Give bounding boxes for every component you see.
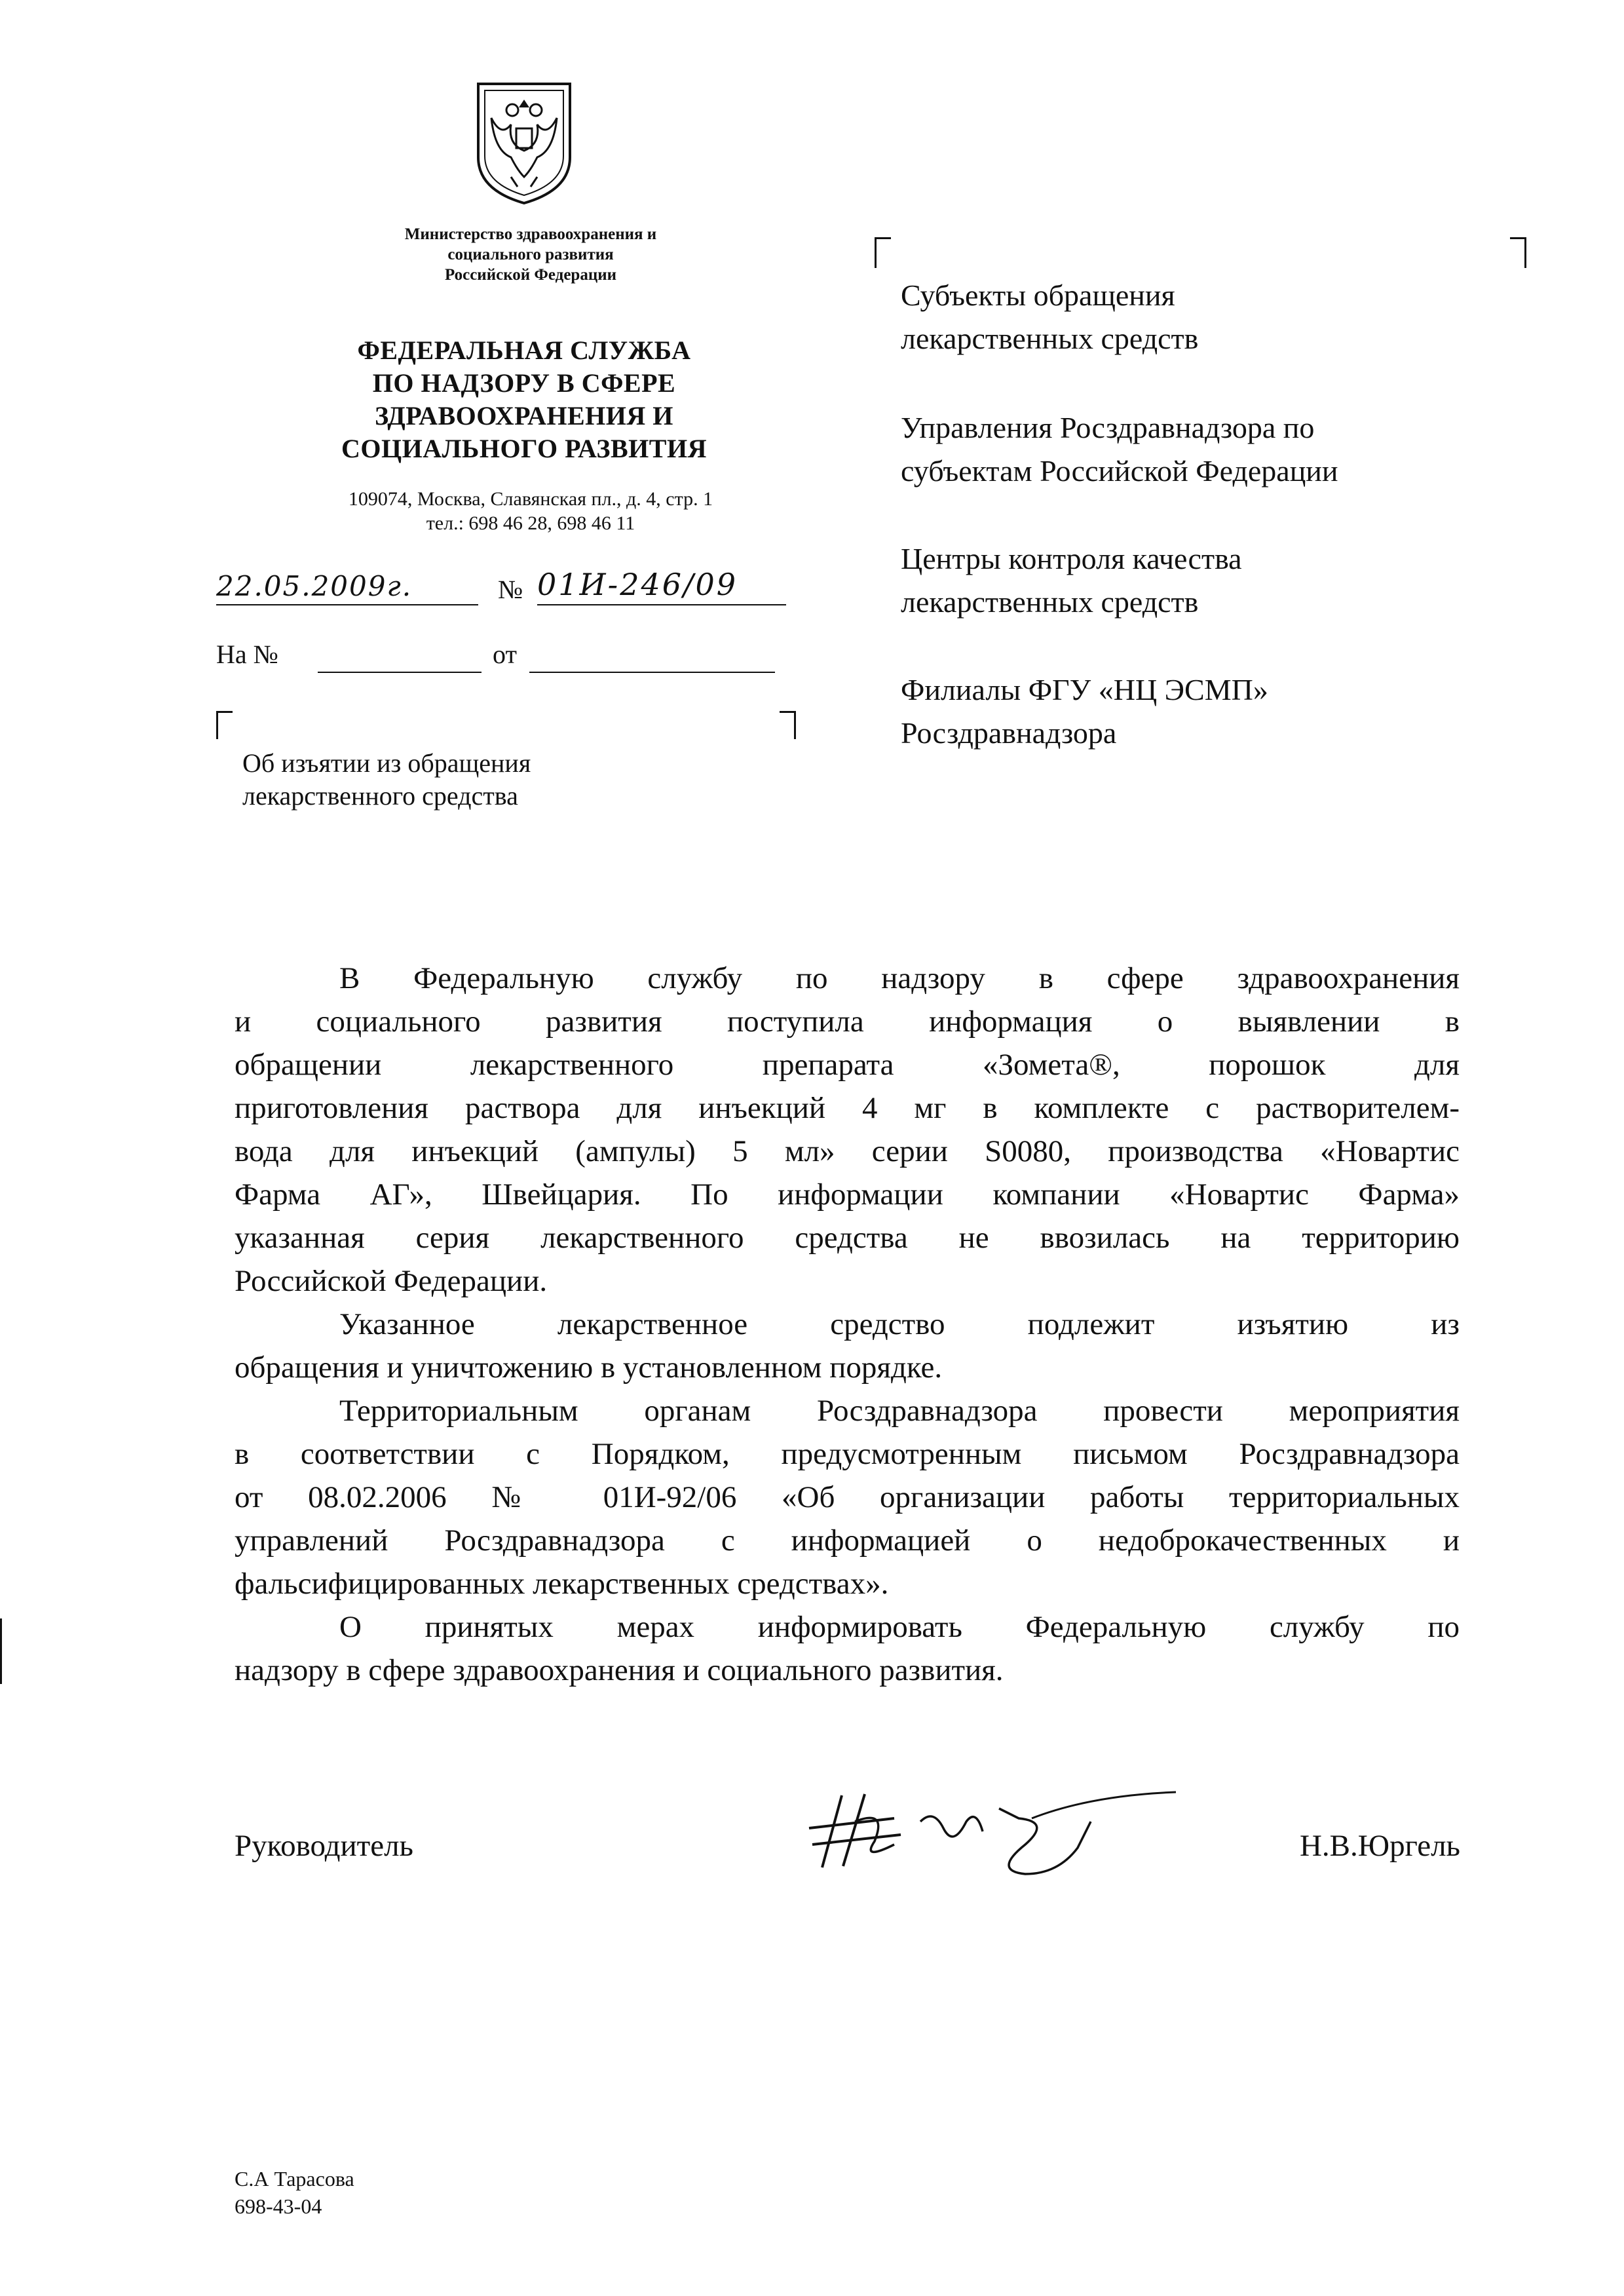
ministry-line-2: социального развития	[447, 246, 614, 263]
body-line: обращения и уничтожению в установленном порядке.	[235, 1350, 943, 1385]
body-line: Указанное лекарственное средство подлежит изъятию из	[339, 1307, 1460, 1341]
ministry-line-3: Российской Федерации	[444, 266, 617, 284]
recipient-4	[901, 668, 1268, 755]
recipient-line: Управления Росздравнадзора по	[901, 411, 1315, 444]
service-line-2: ПО НАДЗОРУ В СФЕРЕ	[372, 368, 676, 398]
date-underline	[216, 604, 478, 605]
recipient-line: субъектам Российской Федерации	[901, 454, 1338, 488]
recipient-line: лекарственных средств	[901, 322, 1199, 355]
body-line: обращении лекарственного препарата «Зомета®, порошок для	[235, 1048, 1460, 1082]
body-line: О принятых мерах информировать Федеральную службу по	[339, 1610, 1460, 1644]
body-line: от 08.02.2006 № 01И-92/06 «Об организации работы территориальных	[235, 1480, 1460, 1514]
body-line: приготовления раствора для инъекций 4 мг в комплекте с растворителем-	[235, 1091, 1460, 1125]
reply-from-underline	[529, 672, 775, 673]
body-paragraph-2	[235, 1303, 1460, 1389]
registration-number: 01И-246/09	[537, 567, 738, 602]
body-line: управлений Росздравнадзора с информацией о недоброкачественных и	[235, 1523, 1460, 1558]
body-line: указанная серия лекарственного средства не ввозилась на территорию	[235, 1221, 1460, 1255]
subject-bracket-left	[216, 711, 233, 739]
executor-phone: 698-43-04	[235, 2194, 322, 2218]
body-line: Фарма АГ», Швейцария. По информации компании «Новартис Фарма»	[235, 1177, 1460, 1212]
recipient-line: Росздравнадзора	[901, 716, 1117, 750]
recipient-line: Субъекты обращения	[901, 278, 1175, 312]
subject-line: Об изъятии из обращения	[242, 748, 531, 778]
body-line: надзору в сфере здравоохранения и социального развития.	[235, 1653, 1004, 1687]
recipient-bracket-right	[1510, 237, 1526, 268]
scan-margin-mark	[0, 1618, 2, 1684]
signatory-position: Руководитель	[235, 1829, 413, 1863]
reply-number-label: На №	[216, 640, 278, 669]
body-paragraph-3	[235, 1389, 1460, 1605]
registration-date: 22.05.2009г.	[216, 570, 413, 602]
reply-number-underline	[318, 672, 482, 673]
body-line: В Федеральную службу по надзору в сфере здравоохранения	[339, 961, 1460, 995]
recipient-line: лекарственных средств	[901, 585, 1199, 619]
recipient-line: Филиалы ФГУ «НЦ ЭСМП»	[901, 673, 1268, 706]
recipient-line: Центры контроля качества	[901, 542, 1242, 575]
body-line: и социального развития поступила информация о выявлении в	[235, 1004, 1460, 1039]
body-paragraph-4	[235, 1605, 1460, 1692]
subject-bracket-right	[780, 711, 796, 739]
service-line-3: ЗДРАВООХРАНЕНИЯ И	[375, 401, 673, 430]
signatory-name: Н.В.Юргель	[1299, 1829, 1460, 1863]
body-line: Российской Федерации.	[235, 1264, 548, 1298]
number-sign: №	[498, 575, 523, 604]
body-line: вода для инъекций (ампулы) 5 мл» серии S0080, производства «Новартис	[235, 1134, 1460, 1168]
service-line-1: ФЕДЕРАЛЬНАЯ СЛУЖБА	[357, 335, 691, 365]
subject-line: лекарственного средства	[242, 781, 518, 811]
recipient-2	[901, 406, 1338, 493]
phone-line: тел.: 698 46 28, 698 46 11	[426, 512, 635, 534]
body-line: в соответствии с Порядком, предусмотренным письмом Росздравнадзора	[235, 1437, 1460, 1471]
service-line-4: СОЦИАЛЬНОГО РАЗВИТИЯ	[341, 434, 707, 463]
letter-subject	[242, 747, 531, 813]
handwritten-signature	[803, 1782, 1182, 1881]
body-line: Территориальным органам Росздравнадзора провести мероприятия	[339, 1394, 1460, 1428]
coat-of-arms-emblem	[472, 79, 576, 207]
body-line: фальсифицированных лекарственных средствах».	[235, 1567, 889, 1601]
recipient-bracket-left	[875, 237, 891, 268]
number-underline	[537, 604, 786, 605]
body-paragraph-1	[235, 957, 1460, 1303]
recipient-3	[901, 537, 1242, 624]
ministry-line-1: Министерство здравоохранения и	[404, 225, 657, 243]
executor-name: С.А Тарасова	[235, 2167, 354, 2191]
reply-from-label: от	[493, 640, 517, 669]
recipient-1	[901, 274, 1198, 360]
address-line: 109074, Москва, Славянская пл., д. 4, стр. 1	[348, 488, 713, 510]
